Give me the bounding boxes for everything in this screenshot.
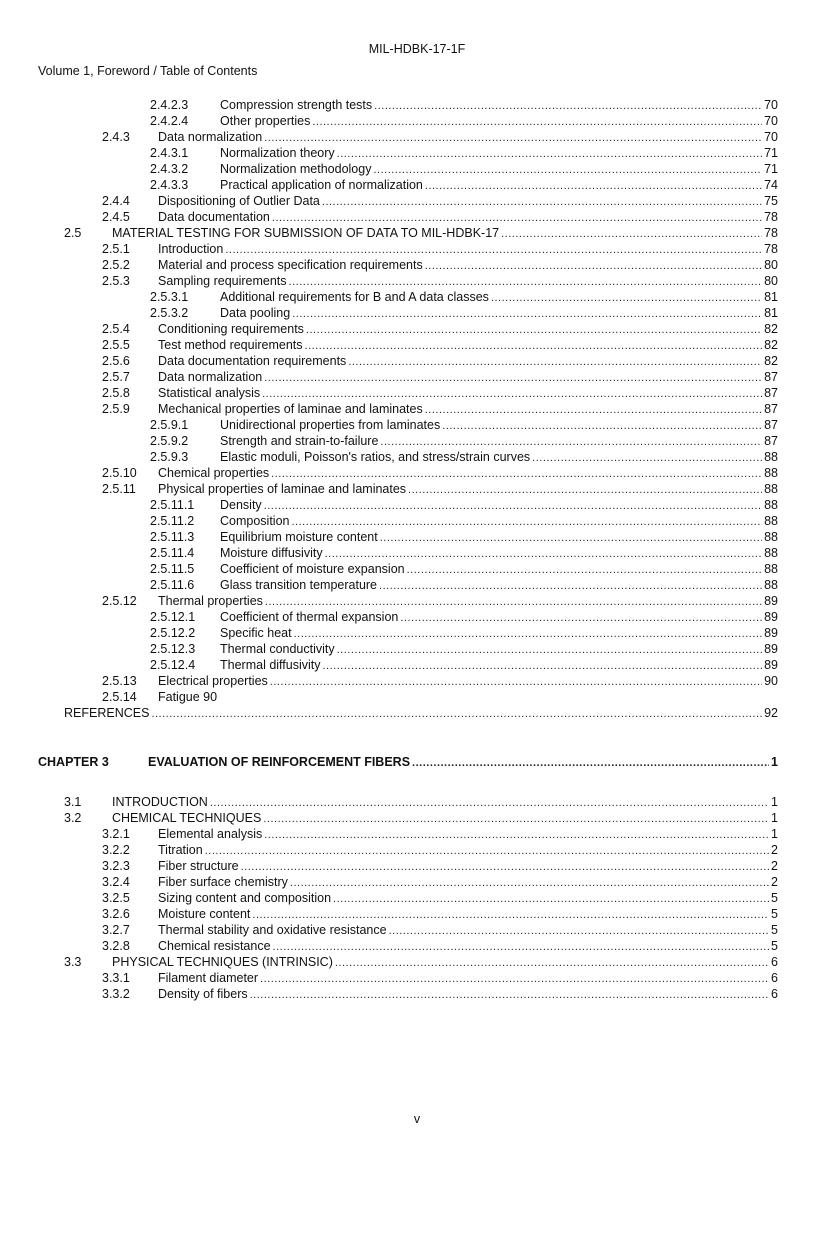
toc-entry-page: 1 <box>771 795 778 809</box>
toc-entry-title: Density of fibers <box>158 987 248 1001</box>
toc-entry-page: 88 <box>764 498 778 512</box>
toc-entry[interactable] <box>150 625 778 641</box>
toc-entry-number: 3.2 <box>64 811 82 825</box>
toc-entry-number: 2.5.12.4 <box>150 658 196 672</box>
toc-entry-title: Coefficient of moisture expansion <box>220 562 405 576</box>
toc-entry[interactable] <box>150 161 778 177</box>
toc-entry-page: 80 <box>764 258 778 272</box>
toc-entry-page: 2 <box>771 875 778 889</box>
toc-entry[interactable] <box>102 257 778 273</box>
toc-entry[interactable] <box>102 986 778 1002</box>
toc-entry-title: Specific heat <box>220 626 292 640</box>
toc-entry-number: 2.5.3 <box>102 274 130 288</box>
dot-leader <box>425 257 762 274</box>
toc-entry[interactable] <box>102 922 778 938</box>
toc-entry[interactable] <box>150 177 778 193</box>
toc-entry-title: Sampling requirements <box>158 274 287 288</box>
toc-entry-page: 78 <box>764 226 778 240</box>
toc-entry-page: 80 <box>764 274 778 288</box>
toc-entry-page: 87 <box>764 418 778 432</box>
toc-entry[interactable] <box>102 481 778 497</box>
toc-entry-number: CHAPTER 3 <box>38 755 109 769</box>
toc-entry[interactable] <box>150 305 778 321</box>
toc-entry-title: Elemental analysis <box>158 827 263 841</box>
toc-entry-number: 2.5.11.1 <box>150 498 195 512</box>
dot-leader <box>532 449 762 466</box>
toc-entry[interactable] <box>150 449 778 465</box>
toc-entry-page: 82 <box>764 338 778 352</box>
toc-entry-number: 2.5.4 <box>102 322 130 336</box>
toc-entry-title: Mechanical properties of laminae and laminates <box>158 402 423 416</box>
toc-entry[interactable] <box>150 417 778 433</box>
toc-entry-title: Data pooling <box>220 306 291 320</box>
toc-entry-title: Dispositioning of Outlier Data <box>158 194 320 208</box>
toc-entry[interactable] <box>150 513 778 529</box>
toc-entry-title: Thermal diffusivity <box>220 658 321 672</box>
toc-entry-title: Sizing content and composition <box>158 891 332 905</box>
toc-entry-number: 2.4.5 <box>102 210 130 224</box>
toc-entry-number: 2.5.12 <box>102 594 137 608</box>
dot-leader <box>312 113 762 130</box>
dot-leader <box>272 209 762 226</box>
toc-entry-title: Electrical properties <box>158 674 268 688</box>
toc-entry[interactable] <box>150 657 778 673</box>
toc-entry-number: 2.5.12.1 <box>150 610 196 624</box>
toc-entry-page: 89 <box>764 626 778 640</box>
toc-entry-title: Data normalization <box>158 130 263 144</box>
toc-entry-title: Thermal properties <box>158 594 263 608</box>
toc-entry[interactable] <box>102 273 778 289</box>
toc-entry[interactable] <box>102 193 778 209</box>
toc-entry-number: 2.5.12.3 <box>150 642 196 656</box>
dot-leader <box>290 874 769 891</box>
toc-entry-title: Composition <box>220 514 290 528</box>
toc-entry-page: 5 <box>771 891 778 905</box>
dot-leader <box>241 858 769 875</box>
toc-entry-page: 89 <box>764 594 778 608</box>
toc-entry-page: 1 <box>771 811 778 825</box>
toc-entry[interactable] <box>102 970 778 986</box>
dot-leader <box>380 529 762 546</box>
toc-entry[interactable] <box>150 561 778 577</box>
toc-entry-page: 82 <box>764 354 778 368</box>
toc-entry-title: Fiber surface chemistry <box>158 875 288 889</box>
toc-entry-page: 6 <box>771 987 778 1001</box>
dot-leader <box>322 193 762 210</box>
dot-leader <box>273 938 770 955</box>
toc-entry-number: 3.2.1 <box>102 827 130 841</box>
toc-entry-number: 3.2.3 <box>102 859 130 873</box>
toc-entry-number: 2.4.4 <box>102 194 130 208</box>
dot-leader <box>270 673 762 690</box>
toc-entry-number: 3.2.4 <box>102 875 130 889</box>
toc-entry[interactable] <box>102 842 778 858</box>
dot-leader <box>264 826 769 843</box>
toc-entry[interactable] <box>102 401 778 417</box>
page-number: v <box>413 1112 421 1126</box>
toc-entry[interactable] <box>64 705 778 721</box>
toc-entry[interactable] <box>102 321 778 337</box>
toc-entry-number: 2.4.3.1 <box>150 146 189 160</box>
toc-entry-title: Introduction <box>158 242 224 256</box>
toc-entry-number: 2.4.3.3 <box>150 178 189 192</box>
toc-entry-page: 82 <box>764 322 778 336</box>
toc-entry-page: 78 <box>764 210 778 224</box>
toc-entry-title: Titration <box>158 843 203 857</box>
toc-entry-title: Compression strength tests <box>220 98 373 112</box>
toc-entry-title: Thermal stability and oxidative resistance <box>158 923 387 937</box>
toc-entry-title: Equilibrium moisture content <box>220 530 378 544</box>
toc-entry-page: 88 <box>764 482 778 496</box>
toc-entry-page: 2 <box>771 843 778 857</box>
dot-leader <box>379 577 762 594</box>
toc-entry[interactable] <box>102 353 778 369</box>
toc-entry-title: Test method requirements <box>158 338 303 352</box>
toc-entry-title: Unidirectional properties from laminates <box>220 418 441 432</box>
dot-leader <box>380 433 762 450</box>
dot-leader <box>205 842 769 859</box>
toc-entry-number: 2.5.11.6 <box>150 578 195 592</box>
toc-entry-number: 2.5.9 <box>102 402 130 416</box>
dot-leader <box>260 970 769 987</box>
dot-leader <box>348 353 762 370</box>
toc-entry[interactable] <box>150 641 778 657</box>
toc-entry[interactable] <box>150 113 778 129</box>
toc-entry-number: 2.5.7 <box>102 370 130 384</box>
toc-entry[interactable] <box>102 826 778 842</box>
toc-entry-page: 89 <box>764 610 778 624</box>
toc-entry-number: 2.5.9.1 <box>150 418 189 432</box>
toc-entry-title: Material and process specification requirements <box>158 258 423 272</box>
toc-entry-title: MATERIAL TESTING FOR SUBMISSION OF DATA TO MIL-HDBK-17 <box>112 226 500 240</box>
dot-leader <box>335 954 769 971</box>
toc-entry-title: Thermal conductivity <box>220 642 335 656</box>
dot-leader <box>407 561 762 578</box>
toc-entry-number: 3.3 <box>64 955 82 969</box>
toc-entry-number: 2.5.11.4 <box>150 546 195 560</box>
toc-entry-page: 81 <box>764 306 778 320</box>
toc-entry-page: 88 <box>764 450 778 464</box>
toc-entry-number: 2.5.8 <box>102 386 130 400</box>
toc-entry-number: 2.5.11.2 <box>150 514 195 528</box>
toc-entry[interactable] <box>64 810 778 826</box>
toc-entry[interactable] <box>150 545 778 561</box>
toc-entry-page: 92 <box>764 706 778 720</box>
toc-entry[interactable] <box>150 97 778 113</box>
toc-entry-page: 89 <box>764 658 778 672</box>
toc-entry-number: 2.5.1 <box>102 242 130 256</box>
toc-entry[interactable] <box>150 497 778 513</box>
dot-leader <box>408 481 762 498</box>
toc-entry-page: 88 <box>764 562 778 576</box>
toc-entry-page: 87 <box>764 370 778 384</box>
toc-entry-title: Normalization theory <box>220 146 335 160</box>
dot-leader <box>252 906 769 923</box>
toc-entry-title: Additional requirements for B and A data classes <box>220 290 489 304</box>
toc-entry-title: Strength and strain-to-failure <box>220 434 379 448</box>
dot-leader <box>262 385 762 402</box>
toc-entry[interactable] <box>102 369 778 385</box>
toc-entry-title: Chemical resistance <box>158 939 271 953</box>
toc-entry[interactable] <box>102 858 778 874</box>
toc-entry[interactable] <box>150 609 778 625</box>
toc-entry-title: CHEMICAL TECHNIQUES <box>112 811 262 825</box>
dot-leader <box>264 369 762 386</box>
dot-leader <box>263 810 769 827</box>
dot-leader <box>425 177 762 194</box>
toc-entry-number: 2.5.13 <box>102 674 137 688</box>
toc-entry-title: Elastic moduli, Poisson's ratios, and stress/strain curves <box>220 450 531 464</box>
toc-entry-title: Conditioning requirements <box>158 322 304 336</box>
toc-entry-page: 5 <box>771 939 778 953</box>
toc-entry-page: 87 <box>764 402 778 416</box>
toc-entry-page: 70 <box>764 130 778 144</box>
toc-entry-number: 2.5.3.2 <box>150 306 189 320</box>
toc-entry-page: 88 <box>764 546 778 560</box>
toc-entry-title: EVALUATION OF REINFORCEMENT FIBERS <box>148 755 411 769</box>
toc-entry-number: 2.5.2 <box>102 258 130 272</box>
dot-leader <box>151 705 762 722</box>
toc-entry-title: Coefficient of thermal expansion <box>220 610 399 624</box>
toc-entry-number: 3.3.1 <box>102 971 130 985</box>
toc-entry-number: 2.5.11.5 <box>150 562 195 576</box>
toc-entry[interactable] <box>150 529 778 545</box>
toc-entry-page: 89 <box>764 642 778 656</box>
toc-entry-title: INTRODUCTION <box>112 795 208 809</box>
toc-entry[interactable] <box>102 241 778 257</box>
toc-entry-number: 2.5.12.2 <box>150 626 196 640</box>
toc-entry[interactable] <box>64 225 778 241</box>
toc-entry-page: 74 <box>764 178 778 192</box>
toc-entry-page: 6 <box>771 971 778 985</box>
toc-entry[interactable] <box>102 906 778 922</box>
toc-entry-title: Other properties <box>220 114 311 128</box>
toc-entry-page: 88 <box>764 530 778 544</box>
toc-entry[interactable] <box>102 673 778 689</box>
toc-entry-number: 2.5.5 <box>102 338 130 352</box>
toc-entry-title: Normalization methodology <box>220 162 372 176</box>
toc-entry-number: 2.5 <box>64 226 82 240</box>
toc-entry-title: REFERENCES <box>64 706 150 720</box>
toc-entry-title: Physical properties of laminae and laminates <box>158 482 407 496</box>
dot-leader <box>294 625 763 642</box>
toc-entry-number: 3.2.5 <box>102 891 130 905</box>
dot-leader <box>323 657 763 674</box>
dot-leader <box>292 305 762 322</box>
toc-entry-page: 1 <box>771 827 778 841</box>
dot-leader <box>305 337 763 354</box>
toc-entry-title: Density <box>220 498 262 512</box>
toc-entry[interactable] <box>102 874 778 890</box>
toc-entry-page: 6 <box>771 955 778 969</box>
toc-entry-number: 2.5.9.3 <box>150 450 189 464</box>
toc-entry-number: 2.5.11 <box>102 482 136 496</box>
toc-entry-page: 71 <box>764 162 778 176</box>
toc-entry-number: 2.4.2.3 <box>150 98 189 112</box>
dot-leader <box>250 986 769 1003</box>
dot-leader <box>306 321 762 338</box>
toc-entry-number: 2.5.9.2 <box>150 434 189 448</box>
toc-entry-number: 3.2.7 <box>102 923 130 937</box>
toc-entry-title: Data normalization <box>158 370 263 384</box>
toc-entry[interactable] <box>102 337 778 353</box>
toc-entry[interactable] <box>102 129 778 145</box>
toc-entry-number: 2.5.11.3 <box>150 530 195 544</box>
toc-entry-page: 5 <box>771 923 778 937</box>
toc-entry-page: 75 <box>764 194 778 208</box>
toc-entry-page: 88 <box>764 514 778 528</box>
toc-entry[interactable] <box>102 689 778 705</box>
toc-entry-title: Data documentation <box>158 210 270 224</box>
dot-leader <box>333 890 769 907</box>
toc-entry[interactable] <box>64 954 778 970</box>
toc-entry-number: 2.5.14 <box>102 690 137 704</box>
toc-entry-title: Glass transition temperature <box>220 578 378 592</box>
dot-leader <box>264 497 762 514</box>
dot-leader <box>291 513 762 530</box>
toc-entry-number: 2.5.10 <box>102 466 137 480</box>
toc-entry[interactable] <box>150 577 778 593</box>
toc-entry-number: 3.2.8 <box>102 939 130 953</box>
dot-leader <box>389 922 769 939</box>
toc-entry[interactable] <box>150 145 778 161</box>
dot-leader <box>373 161 762 178</box>
toc-entry[interactable] <box>102 938 778 954</box>
dot-leader <box>265 593 762 610</box>
toc-entry-number: 3.3.2 <box>102 987 130 1001</box>
toc-entry-title: Fiber structure <box>158 859 239 873</box>
volume-title: Volume 1, Foreword / Table of Contents <box>38 64 258 78</box>
toc-entry-number: 2.4.3 <box>102 130 130 144</box>
toc-entry-page: 81 <box>764 290 778 304</box>
toc-entry[interactable] <box>64 794 778 810</box>
toc-entry-title: Filament diameter <box>158 971 259 985</box>
toc-entry-title: Statistical analysis <box>158 386 261 400</box>
dot-leader <box>425 401 762 418</box>
dot-leader <box>210 794 769 811</box>
toc-entry[interactable] <box>150 289 778 305</box>
toc-entry[interactable] <box>150 433 778 449</box>
dot-leader <box>264 129 762 146</box>
toc-entry-title: Practical application of normalization <box>220 178 423 192</box>
toc-entry[interactable] <box>102 890 778 906</box>
toc-entry-title: PHYSICAL TECHNIQUES (INTRINSIC) <box>112 955 333 969</box>
dot-leader <box>325 545 763 562</box>
toc-entry-title: Moisture content <box>158 907 251 921</box>
toc-entry-number: 3.2.6 <box>102 907 130 921</box>
toc-entry-page: 70 <box>764 98 778 112</box>
toc-entry-page: 2 <box>771 859 778 873</box>
dot-leader <box>491 289 762 306</box>
toc-entry-page: 90 <box>764 674 778 688</box>
dot-leader <box>412 754 769 771</box>
toc-entry-title: Moisture diffusivity <box>220 546 323 560</box>
dot-leader <box>225 241 762 258</box>
toc-entry[interactable] <box>102 385 778 401</box>
toc-entry-page: 78 <box>764 242 778 256</box>
toc-entry-number: 2.4.2.4 <box>150 114 189 128</box>
dot-leader <box>271 465 762 482</box>
toc-entry-title: Data documentation requirements <box>158 354 347 368</box>
toc-entry[interactable] <box>102 209 778 225</box>
toc-entry-number: 3.2.2 <box>102 843 130 857</box>
dot-leader <box>400 609 762 626</box>
dot-leader <box>442 417 762 434</box>
toc-entry[interactable] <box>102 465 778 481</box>
document-id: MIL-HDBK-17-1F <box>368 42 466 56</box>
toc-entry-number: 3.1 <box>64 795 82 809</box>
toc-entry-title: Chemical properties <box>158 466 270 480</box>
toc-entry-page: 5 <box>771 907 778 921</box>
toc-entry-page: 87 <box>764 434 778 448</box>
toc-entry-page: 70 <box>764 114 778 128</box>
toc-entry-number: 2.5.6 <box>102 354 130 368</box>
chapter-heading[interactable] <box>38 754 778 770</box>
toc-entry-page: 88 <box>764 466 778 480</box>
dot-leader <box>289 273 763 290</box>
toc-entry-number: 2.4.3.2 <box>150 162 189 176</box>
toc-entry[interactable] <box>102 593 778 609</box>
toc-entry-page: 1 <box>771 755 778 769</box>
toc-entry-page: 87 <box>764 386 778 400</box>
toc-entry-title: Fatigue 90 <box>158 690 218 704</box>
toc-entry-page: 71 <box>764 146 778 160</box>
toc-entry-number: 2.5.3.1 <box>150 290 189 304</box>
toc-entry-page: 88 <box>764 578 778 592</box>
dot-leader <box>337 641 762 658</box>
dot-leader <box>501 225 762 242</box>
dot-leader <box>337 145 762 162</box>
dot-leader <box>374 97 762 114</box>
